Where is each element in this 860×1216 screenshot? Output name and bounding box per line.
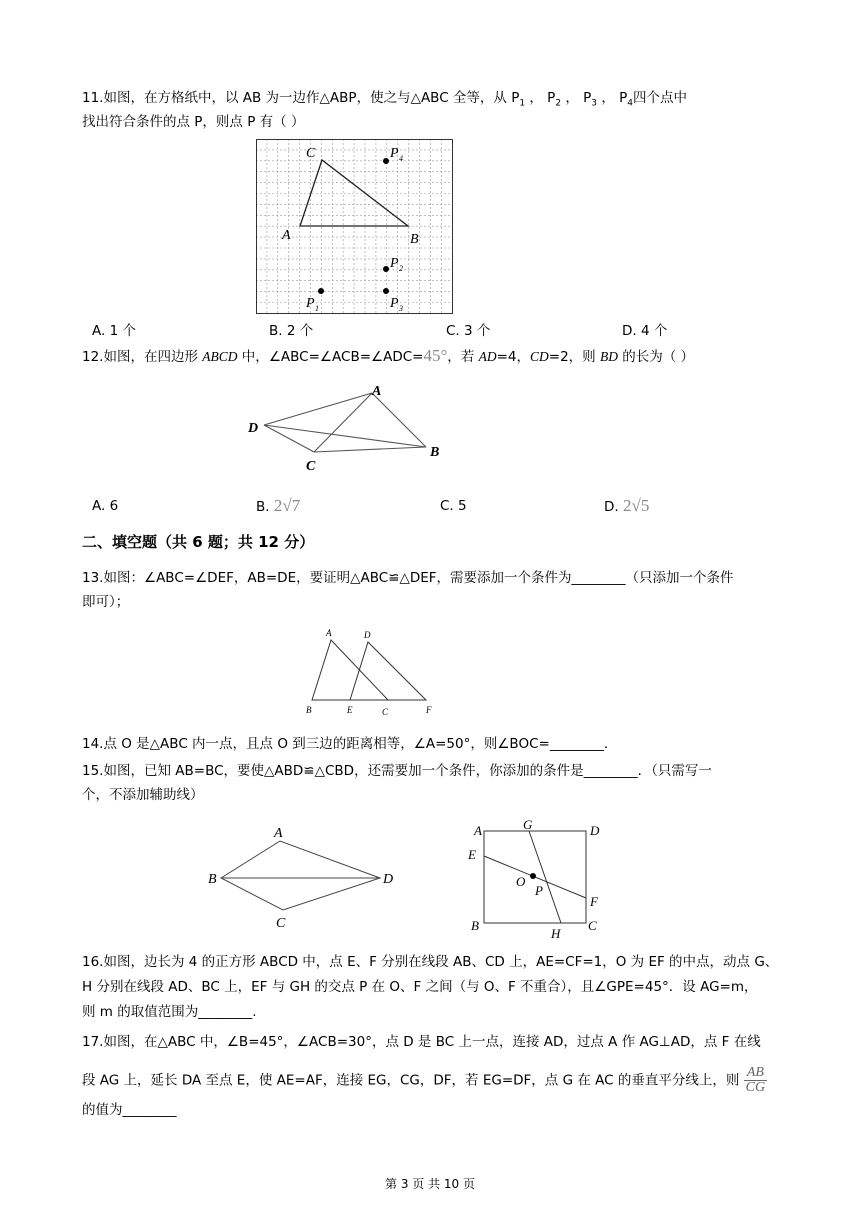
label-a: A — [474, 823, 482, 838]
label-p4-sub: 4 — [399, 154, 403, 163]
q17-text-line3: 的值为________ — [82, 1102, 177, 1118]
q13-text-line1: 13.如图：∠ABC=∠DEF，AB=DE，要证明△ABC≌△DEF，需要添加一个条件为________（只添加一个条件 — [82, 570, 734, 586]
point-p4 — [383, 158, 389, 164]
label-a: A — [282, 228, 291, 243]
label-b: B — [410, 232, 419, 247]
label-p2-sub: 2 — [399, 264, 403, 273]
q15-text-line2: 个，不添加辅助线） — [82, 787, 204, 803]
label-h: H — [551, 926, 561, 941]
q16-text-line3: 则 m 的取值范围为________. — [82, 1004, 257, 1020]
label-g: G — [523, 817, 533, 832]
label-d: D — [248, 421, 259, 436]
page-footer: 第 3 页 共 10 页 — [385, 1177, 475, 1191]
label-c: C — [306, 459, 316, 474]
q12-option-b: B. 2√7 — [256, 496, 301, 515]
label-b: B — [430, 445, 440, 460]
point-p1 — [318, 288, 324, 294]
label-o: O — [516, 874, 526, 889]
q16-square-figure — [462, 817, 612, 941]
q12-option-d: D. 2√5 — [604, 496, 650, 515]
q17-fraction: $\frac{AB}{CG}$ — [745, 1065, 766, 1095]
label-d: D — [590, 823, 600, 838]
label-b: B — [471, 918, 479, 933]
label-p1: P — [306, 296, 315, 311]
q17-text-line1: 17.如图，在△ABC 中，∠B=45°，∠ACB=30°，点 D 是 BC 上一点，连接 AD，过点 A 作 AG⊥AD，点 F 在线 — [82, 1034, 761, 1050]
q11-text-line1: 11.如图，在方格纸中，以 AB 为一边作△ABP，使之与△ABC 全等，从 $P_1$ ， $P_2$ ， $P_3$ ， $P_4$四个点中 — [82, 90, 687, 109]
label-c: C — [306, 146, 316, 161]
label-e: E — [347, 705, 353, 715]
label-p2: P — [390, 256, 399, 271]
q11-option-b: B. 2 个 — [269, 323, 314, 339]
label-f: F — [590, 894, 598, 909]
label-p1-sub: 1 — [315, 304, 319, 313]
q16-text-line1: 16.如图，边长为 4 的正方形 ABCD 中，点 E、F 分别在线段 AB、CD 上，AE=CF=1，O 为 EF 的中点，动点 G、 — [82, 954, 779, 970]
label-b: B — [208, 872, 217, 887]
label-p4: P — [390, 146, 399, 161]
q12-option-c: C. 5 — [440, 498, 467, 514]
section-heading: 二、填空题（共 6 题；共 12 分） — [82, 533, 315, 551]
label-c: C — [588, 918, 597, 933]
label-d: D — [383, 872, 394, 887]
label-a: A — [372, 384, 382, 399]
q17-text-line2: 段 AG 上，延长 DA 至点 E，使 AE=AF，连接 EG，CG，DF，若 EG=DF，点 G 在 AC 的垂直平分线上，则 $\frac{AB}{CG}$ — [82, 1065, 766, 1095]
q12-quadrilateral-figure — [244, 380, 454, 475]
q16-text-line2: H 分别在线段 AD、BC 上，EF 与 GH 的交点 P 在 O、F 之间（与 O、F 不重合），且∠GPE=45°．设 AG=m， — [82, 979, 758, 995]
q12-option-a: A. 6 — [92, 498, 119, 514]
q11-option-c: C. 3 个 — [446, 323, 491, 339]
q13-triangles-figure — [296, 622, 446, 717]
q14-text: 14.点 O 是△ABC 内一点，且点 O 到三边的距离相等，∠A=50°，则∠BOC=________. — [82, 736, 609, 752]
point-p3 — [383, 288, 389, 294]
label-c: C — [276, 916, 286, 931]
q11-text-line2: 找出符合条件的点 P，则点 P 有（ ） — [82, 114, 305, 130]
label-p3: P — [390, 296, 399, 311]
label-d: D — [364, 630, 371, 640]
q15-text-line1: 15.如图，已知 AB=BC，要使△ABD≌△CBD，还需要加一个条件，你添加的条件是________．（只需写一 — [82, 763, 712, 779]
label-p: P — [535, 883, 543, 898]
point-p2 — [383, 266, 389, 272]
q12-text: 12.如图，在四边形 ABCD 中，∠ABC=∠ACB=∠ADC=45°，若 AD=4，CD=2，则 BD 的长为（ ） — [82, 346, 695, 365]
q11-option-d: D. 4 个 — [622, 323, 668, 339]
q13-text-line2: 即可）； — [82, 594, 130, 610]
q15-kite-figure — [205, 823, 405, 933]
label-p3-sub: 3 — [399, 304, 403, 313]
label-a: A — [274, 826, 283, 841]
label-c: C — [382, 707, 389, 717]
label-f: F — [426, 705, 432, 715]
q11-grid-figure — [256, 139, 453, 314]
label-e: E — [468, 847, 476, 862]
label-a: A — [326, 628, 332, 638]
label-b: B — [306, 705, 312, 715]
q11-option-a: A. 1 个 — [92, 323, 136, 339]
